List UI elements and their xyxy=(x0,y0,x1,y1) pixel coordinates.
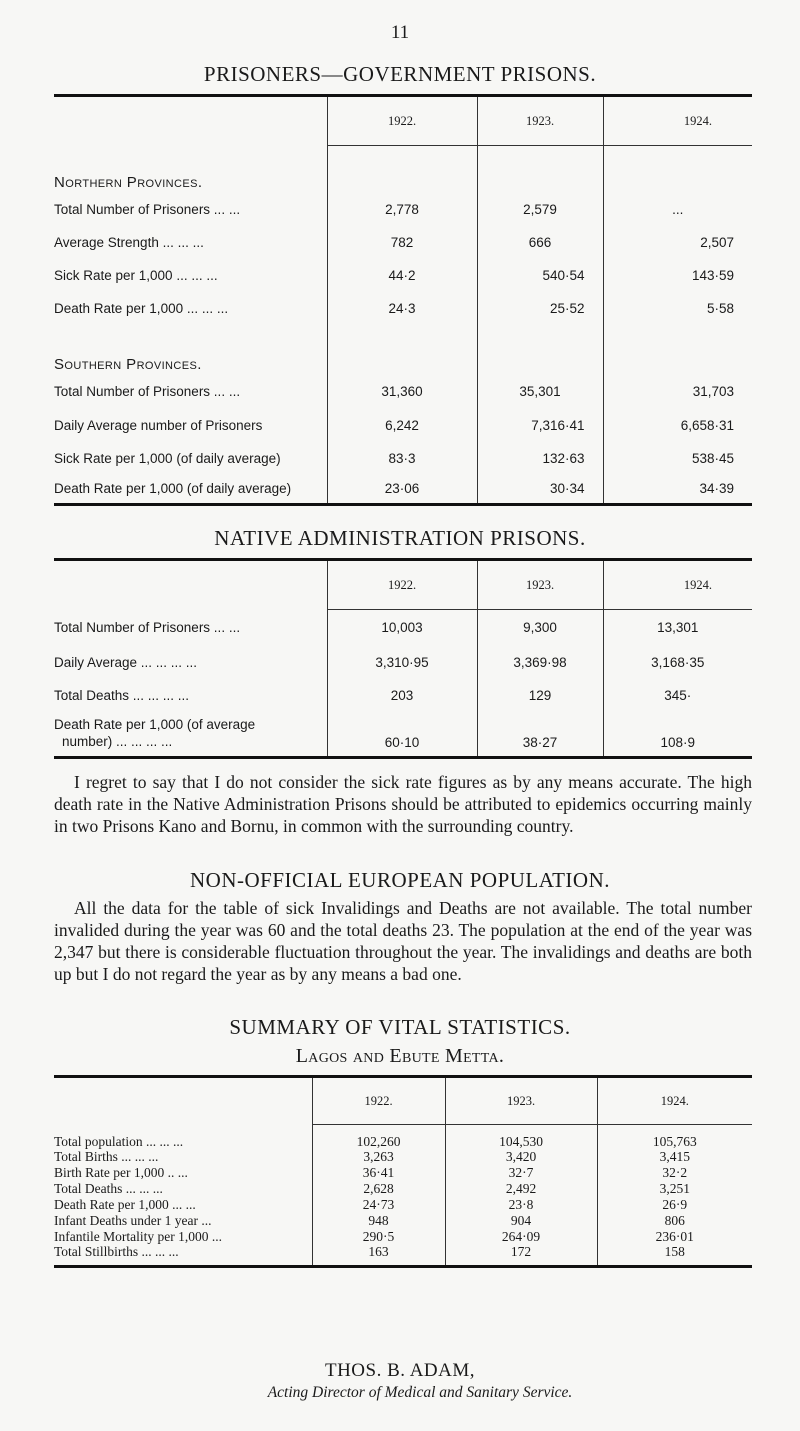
vital-stats-table xyxy=(54,1075,752,1268)
table-row: Total Deaths ... ... ... 2,628 2,492 3,251 xyxy=(54,1181,752,1197)
government-prisons-title: PRISONERS—GOVERNMENT PRISONS. xyxy=(203,62,597,86)
table-row: Death Rate per 1,000 (of average number) ... ... ... ... 60·10 38·27 108·9 xyxy=(54,712,752,758)
col-header-1922: 1922. xyxy=(312,1077,445,1125)
table-row: Daily Average number of Prisoners 6,242 7,316·41 6,658·31 xyxy=(54,409,752,442)
table-row: Average Strength ... ... ... 782 666 2,507 xyxy=(54,226,752,259)
col-header-1924: 1924. xyxy=(597,1077,752,1125)
table-row: Total Deaths ... ... ... ... 203 129 345· xyxy=(54,679,752,712)
col-header-1924: 1924. xyxy=(603,560,752,610)
non-official-title: NON-OFFICIAL EUROPEAN POPULATION. xyxy=(190,868,610,892)
col-header-1923: 1923. xyxy=(477,560,603,610)
native-prisons-table xyxy=(54,558,752,759)
table-row: Birth Rate per 1,000 .. ... 36·41 32·7 32·2 xyxy=(54,1165,752,1181)
native-prisons-title: NATIVE ADMINISTRATION PRISONS. xyxy=(214,526,586,550)
table-row: Total Stillbirths ... ... ... 163 172 158 xyxy=(54,1245,752,1267)
table-row: Infantile Mortality per 1,000 ... 290·5 264·09 236·01 xyxy=(54,1229,752,1245)
col-header-1924: 1924. xyxy=(603,96,752,146)
vital-stats-subtitle: Lagos and Ebute Metta. xyxy=(295,1045,505,1067)
non-official-paragraph: All the data for the table of sick Invalidings and Deaths are not available. The total number invalided during the year was 60 and the total deaths 23. The population at the end of the year was 2,347 but there is considerable fluctuation throughout the year. The invalidings and deaths are both up but I do not regard the year as by any means a bad one. xyxy=(54,898,752,984)
col-header-1923: 1923. xyxy=(477,96,603,146)
table-row: Death Rate per 1,000 ... ... ... 24·3 25·52 5·58 xyxy=(54,292,752,325)
table-row: Total Number of Prisoners ... ... 2,778 2,579 ... xyxy=(54,193,752,226)
southern-provinces-heading: Southern Provinces. xyxy=(54,355,202,373)
table-row: Total Number of Prisoners ... ... 10,003 9,300 13,301 xyxy=(54,610,752,646)
table-row: Total population ... ... ... 102,260 104,530 105,763 xyxy=(54,1125,752,1149)
signature-title: Acting Director of Medical and Sanitary Service. xyxy=(267,1384,573,1401)
table-row: Death Rate per 1,000 ... ... 24·73 23·8 26·9 xyxy=(54,1197,752,1213)
table-row: Sick Rate per 1,000 (of daily average) 83·3 132·63 538·45 xyxy=(54,442,752,475)
vital-stats-title: SUMMARY OF VITAL STATISTICS. xyxy=(229,1015,571,1039)
table-row: Total Number of Prisoners ... ... 31,360 35,301 31,703 xyxy=(54,375,752,409)
page-number: 11 xyxy=(390,22,410,43)
col-header-1922: 1922. xyxy=(327,560,477,610)
col-header-1923: 1923. xyxy=(445,1077,597,1125)
col-header-blank xyxy=(54,96,327,146)
table-row: Total Births ... ... ... 3,263 3,420 3,415 xyxy=(54,1149,752,1165)
sick-rate-paragraph: I regret to say that I do not consider the sick rate figures as by any means accurate. The high death rate in the Native Administration Prisons should be attributed to epidemics occurring mainly in two Prisons Kano and Bornu, in common with the surrounding country. xyxy=(54,772,752,836)
table-row: Death Rate per 1,000 (of daily average) 23·06 30·34 34·39 xyxy=(54,475,752,505)
table-row: Infant Deaths under 1 year ... 948 904 806 xyxy=(54,1213,752,1229)
northern-provinces-heading: Northern Provinces. xyxy=(54,173,203,191)
table-row: Sick Rate per 1,000 ... ... ... 44·2 540·54 143·59 xyxy=(54,259,752,292)
table-row: Daily Average ... ... ... ... 3,310·95 3,369·98 3,168·35 xyxy=(54,646,752,679)
col-header-1922: 1922. xyxy=(327,96,477,146)
government-prisons-table xyxy=(54,94,752,506)
signature-name: THOS. B. ADAM, xyxy=(324,1360,476,1381)
